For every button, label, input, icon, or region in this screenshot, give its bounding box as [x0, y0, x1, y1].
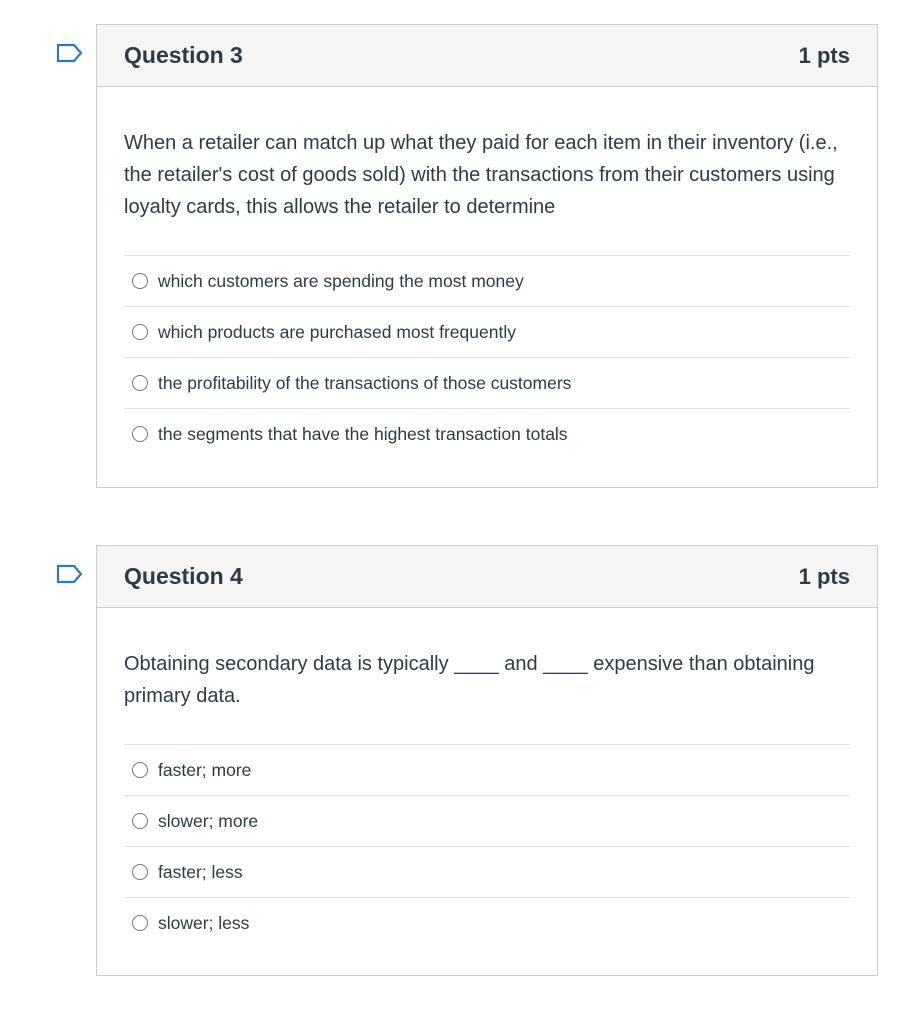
answer-label: the segments that have the highest transaction totals	[158, 423, 568, 444]
answer-option[interactable]	[124, 307, 850, 358]
question-body	[97, 87, 877, 459]
answer-option[interactable]	[124, 745, 850, 796]
radio-button[interactable]	[132, 915, 148, 931]
radio-button[interactable]	[132, 762, 148, 778]
answer-label: which customers are spending the most money	[158, 270, 524, 291]
answer-option[interactable]	[124, 898, 850, 948]
radio-button[interactable]	[132, 864, 148, 880]
answer-label: which products are purchased most frequently	[158, 321, 516, 342]
question-title: Question 4	[124, 563, 243, 589]
answer-option[interactable]	[124, 409, 850, 459]
question-body	[97, 608, 877, 948]
flag-question-icon[interactable]	[56, 564, 84, 584]
answer-option[interactable]	[124, 256, 850, 307]
answer-label: faster; more	[158, 759, 252, 780]
question-title: Question 3	[124, 42, 243, 68]
question-points: 1 pts	[798, 563, 850, 589]
radio-button[interactable]	[132, 324, 148, 340]
question-header	[97, 546, 877, 608]
question-text: When a retailer can match up what they paid for each item in their inventory (i.e., the retailer's cost of goods sold) with the transactions from their customers using loyalty cards, this allows the retailer to determine	[124, 132, 838, 218]
question-header	[97, 25, 877, 87]
answer-label: slower; more	[158, 810, 259, 831]
question-text: Obtaining secondary data is typically ____ and ____ expensive than obtaining primary data.	[124, 653, 815, 707]
question-card	[96, 545, 878, 976]
answer-option[interactable]	[124, 796, 850, 847]
question-points: 1 pts	[798, 42, 850, 68]
answer-list	[124, 744, 850, 948]
answer-label: the profitability of the transactions of those customers	[158, 372, 572, 393]
flag-question-icon[interactable]	[56, 43, 84, 63]
answer-list	[124, 255, 850, 459]
answer-label: faster; less	[158, 861, 243, 882]
question-card	[96, 24, 878, 488]
answer-option[interactable]	[124, 847, 850, 898]
radio-button[interactable]	[132, 813, 148, 829]
answer-option[interactable]	[124, 358, 850, 409]
answer-label: slower; less	[158, 912, 250, 933]
radio-button[interactable]	[132, 375, 148, 391]
radio-button[interactable]	[132, 426, 148, 442]
radio-button[interactable]	[132, 273, 148, 289]
